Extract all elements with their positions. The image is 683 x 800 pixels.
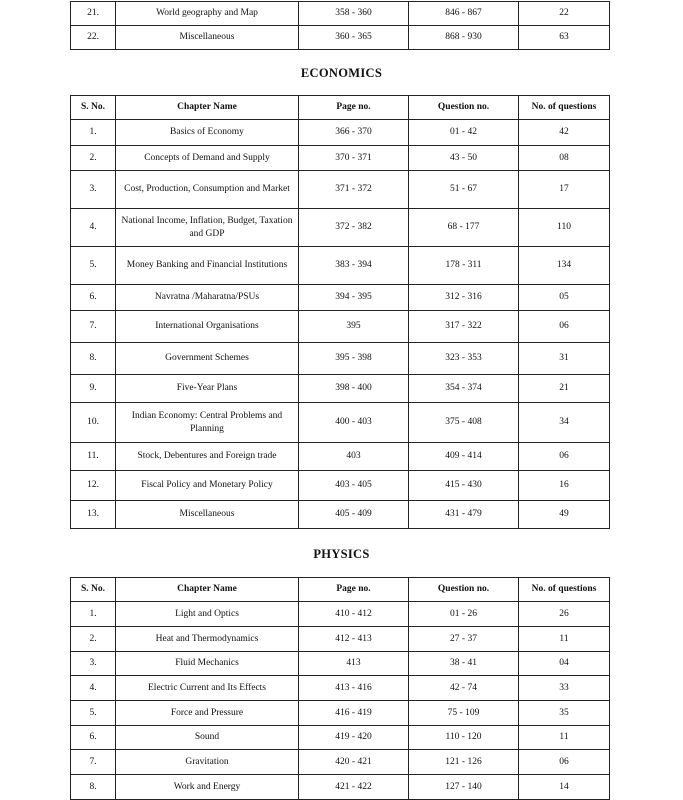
cell-count: 16 [519, 471, 610, 501]
cell-question: 375 - 408 [409, 403, 519, 443]
cell-count: 31 [519, 343, 610, 375]
cell-sno: 10. [71, 403, 116, 443]
header-count: No. of questions [519, 96, 610, 120]
cell-count: 06 [519, 443, 610, 471]
cell-count: 26 [519, 602, 610, 627]
cell-sno: 12. [71, 471, 116, 501]
cell-page: 412 - 413 [299, 627, 409, 652]
cell-question: 846 - 867 [409, 2, 519, 26]
physics-heading: PHYSICS [313, 547, 370, 561]
cell-page: 410 - 412 [299, 602, 409, 627]
cell-question: 431 - 479 [409, 501, 519, 529]
cell-page: 400 - 403 [299, 403, 409, 443]
cell-sno: 11. [71, 443, 116, 471]
cell-question: 409 - 414 [409, 443, 519, 471]
cell-question: 178 - 311 [409, 247, 519, 285]
cell-sno: 6. [71, 726, 116, 750]
cell-sno: 8. [71, 775, 116, 800]
physics-header-row [71, 578, 610, 602]
table-row [71, 343, 610, 375]
cell-chapter: Electric Current and Its Effects [116, 676, 299, 701]
table-row [71, 775, 610, 800]
cell-count: 11 [519, 726, 610, 750]
cell-question: 323 - 353 [409, 343, 519, 375]
header-count: No. of questions [519, 578, 610, 602]
cell-sno: 22. [71, 26, 116, 50]
cell-chapter: Stock, Debentures and Foreign trade [116, 443, 299, 471]
cell-chapter: Basics of Economy [116, 120, 299, 146]
header-question: Question no. [409, 578, 519, 602]
cell-sno: 21. [71, 2, 116, 26]
cell-count: 110 [519, 209, 610, 247]
cell-count: 06 [519, 750, 610, 775]
cell-sno: 2. [71, 146, 116, 171]
cell-chapter: Cost, Production, Consumption and Market [116, 171, 299, 209]
cell-sno: 1. [71, 602, 116, 627]
table-row [71, 2, 610, 26]
cell-chapter: Gravitation [116, 750, 299, 775]
table-row [71, 676, 610, 701]
cell-count: 49 [519, 501, 610, 529]
cell-page: 416 - 419 [299, 701, 409, 726]
physics-body [71, 602, 610, 800]
header-page: Page no. [299, 578, 409, 602]
cell-page: 360 - 365 [299, 26, 409, 50]
cell-page: 421 - 422 [299, 775, 409, 800]
cell-chapter: Miscellaneous [116, 26, 299, 50]
table-row [71, 26, 610, 50]
physics-table [70, 577, 610, 800]
cell-page: 383 - 394 [299, 247, 409, 285]
cell-count: 35 [519, 701, 610, 726]
cell-question: 68 - 177 [409, 209, 519, 247]
cell-sno: 8. [71, 343, 116, 375]
cell-sno: 2. [71, 627, 116, 652]
cell-page: 366 - 370 [299, 120, 409, 146]
cell-count: 22 [519, 2, 610, 26]
cell-sno: 4. [71, 209, 116, 247]
header-chapter: Chapter Name [116, 96, 299, 120]
cell-count: 21 [519, 375, 610, 403]
cell-sno: 6. [71, 285, 116, 311]
cell-chapter: Force and Pressure [116, 701, 299, 726]
cell-question: 42 - 74 [409, 676, 519, 701]
cell-sno: 3. [71, 652, 116, 676]
cell-count: 11 [519, 627, 610, 652]
cell-chapter: Navratna /Maharatna/PSUs [116, 285, 299, 311]
table-row [71, 375, 610, 403]
cell-count: 42 [519, 120, 610, 146]
cell-count: 34 [519, 403, 610, 443]
table-row [71, 209, 610, 247]
table-row [71, 285, 610, 311]
header-question: Question no. [409, 96, 519, 120]
cell-count: 134 [519, 247, 610, 285]
cell-page: 372 - 382 [299, 209, 409, 247]
cell-question: 121 - 126 [409, 750, 519, 775]
cell-page: 419 - 420 [299, 726, 409, 750]
cell-question: 110 - 120 [409, 726, 519, 750]
cell-question: 43 - 50 [409, 146, 519, 171]
cell-chapter: Heat and Thermodynamics [116, 627, 299, 652]
table-row [71, 403, 610, 443]
cell-page: 413 - 416 [299, 676, 409, 701]
cell-chapter: Fiscal Policy and Monetary Policy [116, 471, 299, 501]
cell-chapter: International Organisations [116, 311, 299, 343]
cell-chapter: Sound [116, 726, 299, 750]
cell-page: 395 - 398 [299, 343, 409, 375]
cell-count: 08 [519, 146, 610, 171]
table-row [71, 471, 610, 501]
cell-question: 868 - 930 [409, 26, 519, 50]
table-row [71, 247, 610, 285]
cell-question: 38 - 41 [409, 652, 519, 676]
cell-page: 413 [299, 652, 409, 676]
cell-chapter: Fluid Mechanics [116, 652, 299, 676]
cell-sno: 3. [71, 171, 116, 209]
continuation-body [71, 2, 610, 50]
cell-chapter: Work and Energy [116, 775, 299, 800]
table-row [71, 120, 610, 146]
table-row [71, 146, 610, 171]
cell-sno: 7. [71, 750, 116, 775]
cell-sno: 13. [71, 501, 116, 529]
cell-sno: 5. [71, 701, 116, 726]
cell-question: 127 - 140 [409, 775, 519, 800]
table-row [71, 627, 610, 652]
cell-sno: 4. [71, 676, 116, 701]
table-row [71, 311, 610, 343]
table-row [71, 171, 610, 209]
cell-question: 01 - 42 [409, 120, 519, 146]
cell-chapter: Concepts of Demand and Supply [116, 146, 299, 171]
cell-count: 17 [519, 171, 610, 209]
cell-page: 403 - 405 [299, 471, 409, 501]
table-row [71, 726, 610, 750]
cell-chapter: Miscellaneous [116, 501, 299, 529]
cell-page: 394 - 395 [299, 285, 409, 311]
table-row [71, 501, 610, 529]
cell-page: 403 [299, 443, 409, 471]
cell-page: 420 - 421 [299, 750, 409, 775]
cell-count: 33 [519, 676, 610, 701]
table-row [71, 652, 610, 676]
cell-sno: 9. [71, 375, 116, 403]
cell-question: 415 - 430 [409, 471, 519, 501]
cell-page: 395 [299, 311, 409, 343]
cell-question: 51 - 67 [409, 171, 519, 209]
cell-sno: 5. [71, 247, 116, 285]
cell-count: 04 [519, 652, 610, 676]
table-row [71, 602, 610, 627]
economics-header-row [71, 96, 610, 120]
header-chapter: Chapter Name [116, 578, 299, 602]
cell-question: 354 - 374 [409, 375, 519, 403]
cell-chapter: Indian Economy: Central Problems and Planning [116, 403, 299, 443]
cell-question: 75 - 109 [409, 701, 519, 726]
table-row [71, 443, 610, 471]
header-sno: S. No. [71, 578, 116, 602]
cell-sno: 1. [71, 120, 116, 146]
cell-page: 371 - 372 [299, 171, 409, 209]
cell-chapter: Money Banking and Financial Institutions [116, 247, 299, 285]
cell-chapter: World geography and Map [116, 2, 299, 26]
economics-heading: ECONOMICS [300, 66, 383, 80]
cell-count: 14 [519, 775, 610, 800]
cell-count: 05 [519, 285, 610, 311]
cell-chapter: Government Schemes [116, 343, 299, 375]
cell-chapter: Five-Year Plans [116, 375, 299, 403]
cell-page: 398 - 400 [299, 375, 409, 403]
cell-chapter: National Income, Inflation, Budget, Taxation and GDP [116, 209, 299, 247]
cell-count: 63 [519, 26, 610, 50]
economics-body [71, 120, 610, 529]
header-page: Page no. [299, 96, 409, 120]
cell-sno: 7. [71, 311, 116, 343]
table-row [71, 750, 610, 775]
cell-question: 317 - 322 [409, 311, 519, 343]
table-row [71, 701, 610, 726]
cell-question: 27 - 37 [409, 627, 519, 652]
cell-question: 01 - 26 [409, 602, 519, 627]
cell-chapter: Light and Optics [116, 602, 299, 627]
continuation-table [70, 1, 610, 50]
cell-count: 06 [519, 311, 610, 343]
cell-page: 358 - 360 [299, 2, 409, 26]
economics-table [70, 95, 610, 529]
header-sno: S. No. [71, 96, 116, 120]
cell-page: 370 - 371 [299, 146, 409, 171]
cell-page: 405 - 409 [299, 501, 409, 529]
cell-question: 312 - 316 [409, 285, 519, 311]
